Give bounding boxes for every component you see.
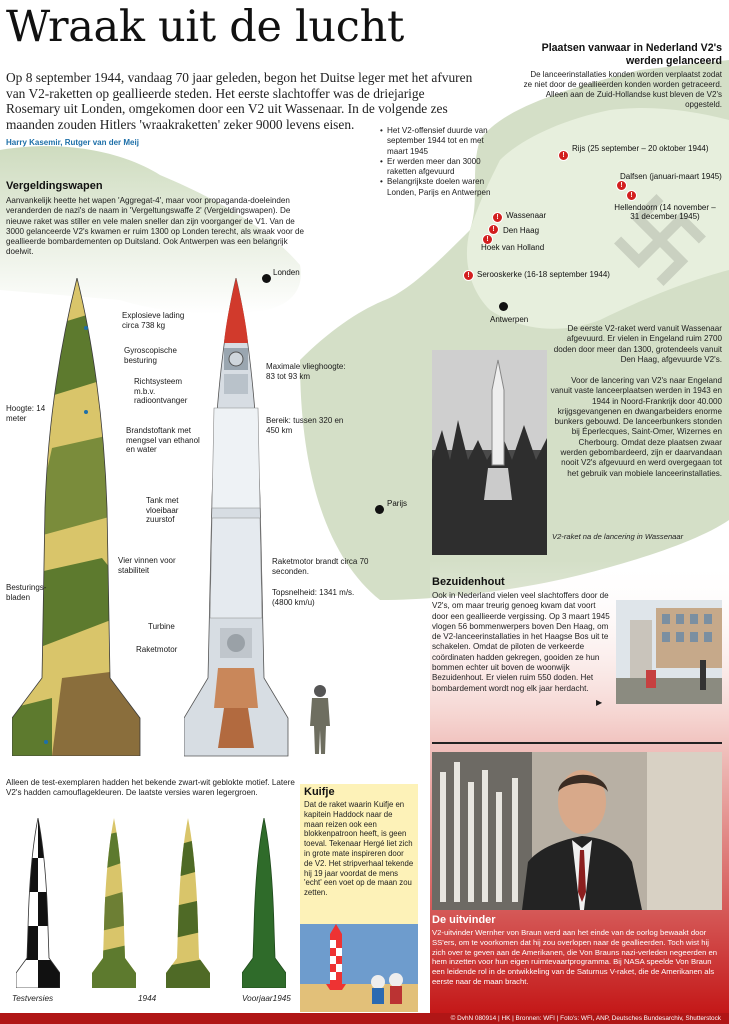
kuifje-heading: Kuifje xyxy=(304,786,335,798)
launch-site-hoek: Hoek van Holland xyxy=(481,243,545,252)
city-dot-antwerpen xyxy=(499,302,508,311)
facts-list xyxy=(380,126,496,198)
bezuidenhout-text: Ook in Nederland vielen veel slachtoffers door de V2's, om maar treurig genoeg kwam dat voort door een geallieerde vergissing. Op 3 maart 1945 vlogen 56 bommenwerpers boven Den Haag, om de V2-lanceerinstallaties in het Haagse Bos uit te schakelen. Omdat de piloten de verkeerde coördinaten hadden gekregen, gooiden ze hun bommen echter uit boven de woonwijk Bezuidenhout. Er vielen ruim 550 doden. Het bombardement wordt nog elk jaar herdacht. xyxy=(432,591,610,693)
camo-rocket-illustration xyxy=(12,278,142,756)
v2-launch-photo xyxy=(432,350,547,555)
kuifje-text: Dat de raket waarin Kuifje en kapitein Haddock naar de maan reizen ook een blokkenpatroon heeft, is geen toeval. Tekenaar Hergé liet zich in grote mate inspireren door de V2. Het stripverhaal tekende hij 19 jaar voordat de mens 'echt' een voet op de maan zou zetten. xyxy=(304,800,414,898)
memorial-photo xyxy=(616,600,722,704)
rocket-version-1945 xyxy=(242,818,286,988)
photo-caption: V2-raket na de lancering in Wassenaar xyxy=(552,532,684,541)
version-label: 1944 xyxy=(138,994,157,1003)
launch-site-hellendoorn: Hellendoorn (14 november – 31 december 1945) xyxy=(614,203,716,221)
launch-site-rijs: Rijs (25 september – 20 oktober 1944) xyxy=(572,144,709,153)
vergelding-text: Aanvankelijk heette het wapen 'Aggregat-4', maar voor propaganda-doeleinden veranderden de nazi's de naam in 'Vergeltungswaffe 2' (Vergeldingswapen). De nieuwe raket was stiller en vele malen sneller dan zijn voorganger de V1. Van de 3000 gelanceerde V2's kwamen er ruim 1300 op Londen terecht, als wraak voor de geallieerde bombardementen op Duitsland. Ook Antwerpen was een belangrijk doelwit. xyxy=(6,196,305,257)
launch-site-pin: ! xyxy=(492,212,503,223)
rocket-version-1944 xyxy=(92,818,136,988)
divider xyxy=(432,742,722,744)
label-motor: Raketmotor xyxy=(136,645,178,654)
uitvinder-section xyxy=(432,914,722,987)
bunker-text: Voor de lancering van V2's naar Engeland vanuit vaste lanceerplaatsen werden in 1943 en 1944 in Noord-Frankrijk door 40.000 krijgsgevangenen en dwangarbeiders enorme bunkers gebouwd. De lanceerbunkers stonden bij Éperlecques, Saint-Omer, Wizernes en Cherbourg. Omdat deze plaatsen zwaar werden gebombardeerd, zijn er daarvandaan nooit V2's afgevuurd en werd overgegaan tot het gebruik van mobiele lanceerinstallaties. xyxy=(550,376,722,478)
city-label-london: Londen xyxy=(273,268,300,277)
launch-site-pin: ! xyxy=(558,150,569,161)
places-section xyxy=(522,42,722,110)
page-title: Wraak uit de lucht xyxy=(6,2,404,52)
label-brandt: Raketmotor brandt circa 70 seconden. xyxy=(272,557,369,576)
launch-site-denhaag: Den Haag xyxy=(503,226,540,235)
kuifje-box xyxy=(300,784,418,1012)
label-vinnen: Vier vinnen voor stabiliteit xyxy=(118,556,176,575)
launch-text: De eerste V2-raket werd vanuit Wassenaar afgevuurd. Er vielen in Engeland ruim 2700 doden door meer dan 1300, grotendeels vanuit Den Haag, afgevuurde V2's. xyxy=(553,324,722,364)
label-snelheid: Topsnelheid: 1341 m/s. (4800 km/u) xyxy=(272,588,355,607)
label-bladen: Besturings-bladen xyxy=(6,583,47,602)
label-lading: Explosieve lading circa 738 kg xyxy=(122,311,185,330)
list-item: • Het V2-offensief duurde van september 1944 tot en met maart 1945 xyxy=(380,126,496,157)
kuifje-comic-image xyxy=(300,924,418,1012)
label-gyro: Gyroscopische besturing xyxy=(124,346,177,365)
launch-site-dalfsen: Dalfsen (januari-maart 1945) xyxy=(620,172,722,181)
launch-site-pin: ! xyxy=(488,224,499,235)
label-richt: Richtsysteem m.b.v. radioontvanger xyxy=(134,377,188,406)
uitvinder-text: V2-uitvinder Wernher von Braun werd aan het einde van de oorlog bewaakt door SS'ers, om te voorkomen dat hij zou overlopen naar de geallieerden. Toch wist hij zich over te geven aan de Amerikanen, die Von Brauns nazi-verleden negeerden en hem inzetten voor hun eigen ruimtevaartprogramma. Bij NASA speelde Von Braun een leidende rol in de ontwikkeling van de Saturnus V-raket, die de Amerikanen als eerste naar de maan bracht. xyxy=(432,928,718,986)
launch-site-pin: ! xyxy=(482,234,493,245)
intro-text: Op 8 september 1944, vandaag 70 jaar geleden, begon het Duitse leger met het afvuren van V2-raketten op geallieerde steden. Het eerste slachtoffer was de driejarige Rosemary uit Londen, omgekomen door een V2 uit Wassenaar. In de volgende zes maanden zouden Hitlers 'wraakraketten' zeker 9000 levens eisen. xyxy=(6,70,473,132)
pointer-dot xyxy=(84,326,88,330)
list-item: • Belangrijkste doelen waren Londen, Parijs en Antwerpen xyxy=(380,177,496,198)
city-label-antwerpen: Antwerpen xyxy=(490,315,529,324)
pointer-dot xyxy=(84,410,88,414)
city-dot-parijs xyxy=(375,505,384,514)
launch-site-serooskerke: Serooskerke (16-18 september 1944) xyxy=(477,270,610,279)
label-brandstof: Brandstoftank met mengsel van ethanol en water xyxy=(126,426,200,455)
bezuidenhout-heading: Bezuidenhout xyxy=(432,576,505,588)
uitvinder-heading: De uitvinder xyxy=(432,914,496,926)
launch-site-wassenaar: Wassenaar xyxy=(506,211,547,220)
rocket-version-1944b xyxy=(166,818,210,988)
label-hoogte: Hoogte: 14 meter xyxy=(6,404,46,423)
bezuidenhout-section xyxy=(432,576,612,694)
label-bereik: Bereik: tussen 320 en 450 km xyxy=(266,416,344,435)
version-label: Testversies xyxy=(12,994,54,1003)
byline: Harry Kasemir, Rutger van der Meij xyxy=(6,138,139,147)
city-label-parijs: Parijs xyxy=(387,499,408,508)
places-text: De lanceerinstallaties konden worden verplaatst zodat ze niet door de geallieerden konden worden getraceerd. Alleen aan de Zuid-Hollandse kust bleven de V2's opgesteld. xyxy=(523,70,722,110)
list-item: • Er werden meer dan 3000 raketten afgevuurd xyxy=(380,157,496,178)
launch-site-pin: ! xyxy=(626,190,637,201)
version-label: Voorjaar1945 xyxy=(242,994,291,1003)
soldier-silhouette xyxy=(306,684,334,756)
launch-site-pin: ! xyxy=(616,180,627,191)
launch-site-pin: ! xyxy=(463,270,474,281)
places-heading: Plaatsen vanwaar in Nederland V2's werden gelanceerd xyxy=(541,42,722,67)
inventor-photo xyxy=(432,752,722,910)
pointer-dot xyxy=(44,740,48,744)
label-tank: Tank met vloeibaar zuurstof xyxy=(146,496,179,525)
label-turbine: Turbine xyxy=(148,622,175,631)
bezuidenhout-arrow-icon: ▶ xyxy=(596,698,603,707)
label-vlieg: Maximale vlieghoogte: 83 tot 93 km xyxy=(266,362,346,381)
footer-credits: © DvhN 080914 | HK | Bronnen: WFI | Foto's: WFI, ANP, Deutsches Bundesarchiv, Shutterstock xyxy=(0,1013,729,1024)
vergelding-section xyxy=(6,180,306,258)
camo-note: Alleen de test-exemplaren hadden het bekende zwart-wit geblokte motief. Latere V2's hadden camouflagekleuren. De laatste versies waren legergroen. xyxy=(6,778,295,798)
vergelding-heading: Vergeldingswapen xyxy=(6,180,103,192)
rocket-version-test xyxy=(16,818,60,988)
